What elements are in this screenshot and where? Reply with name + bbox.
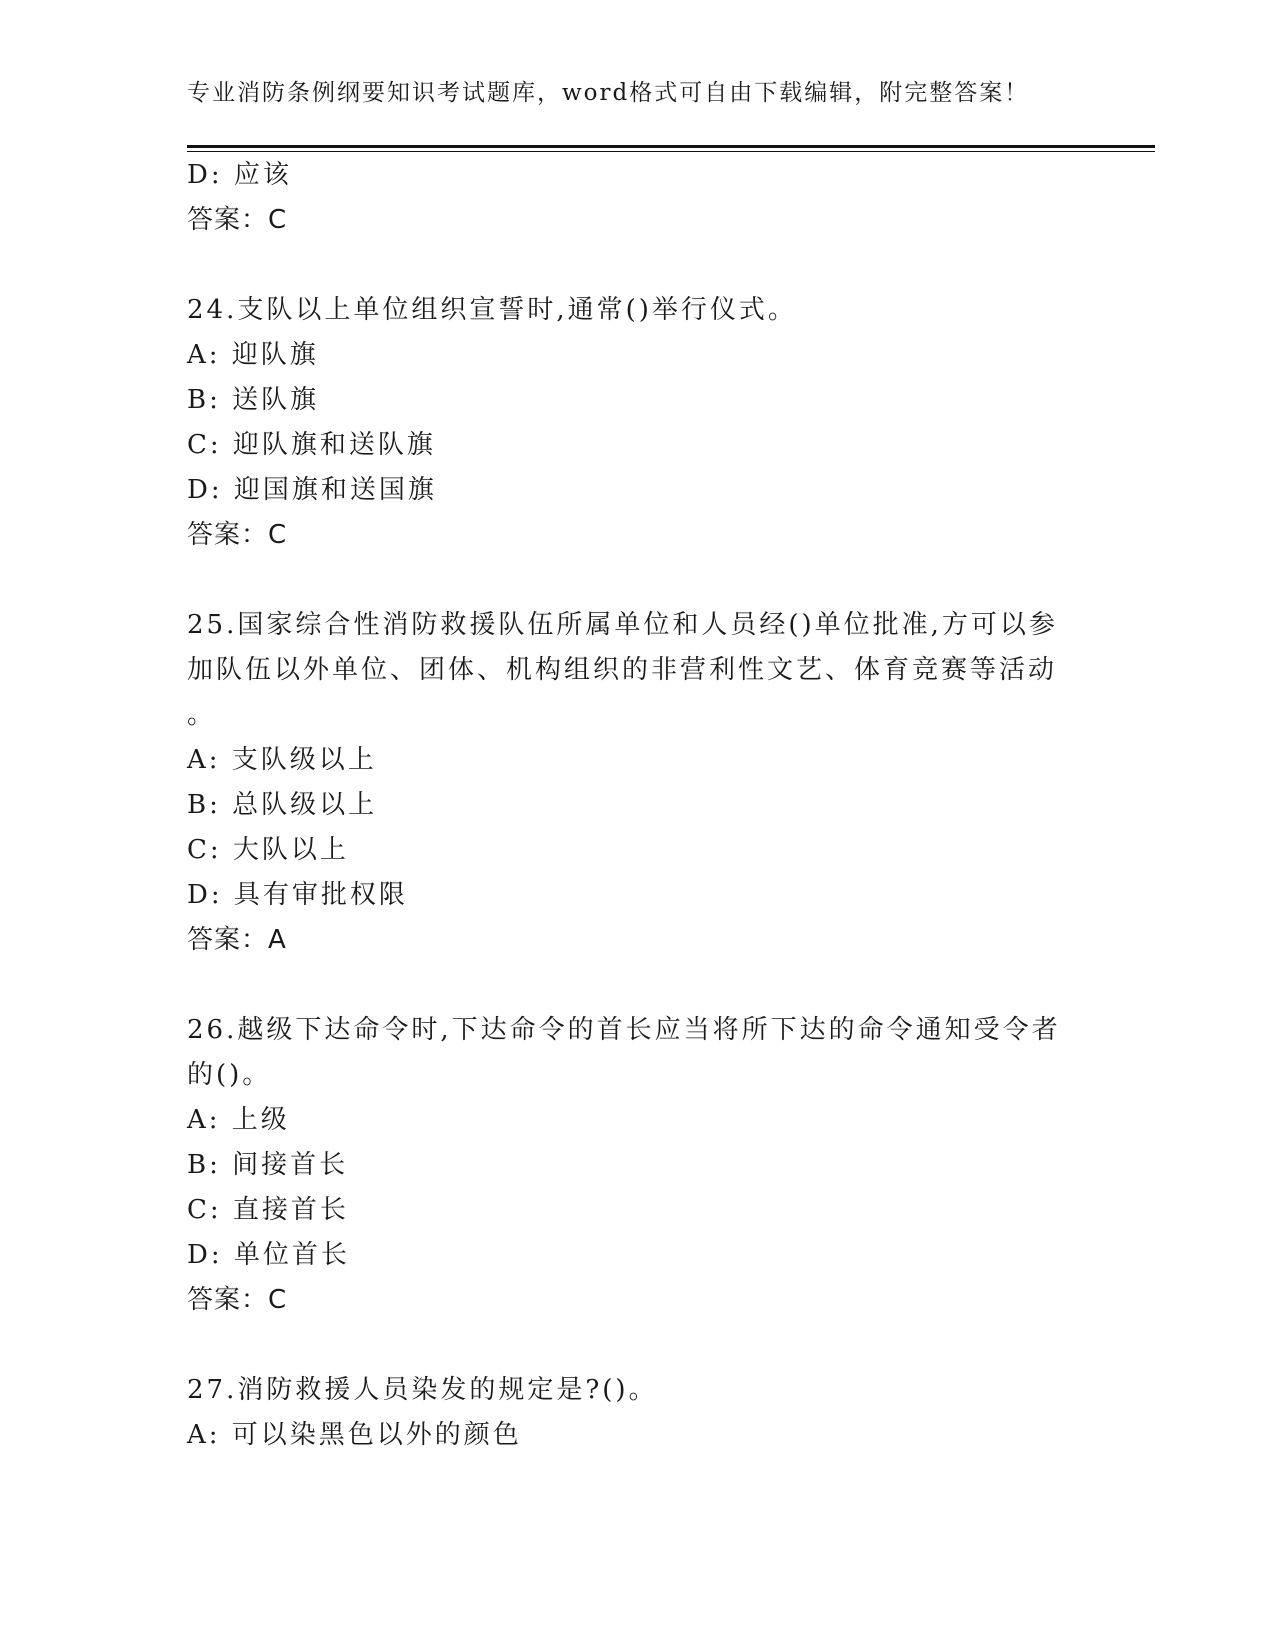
- option-b: B: 总队级以上: [187, 790, 378, 820]
- answer-line: 答案：C: [187, 205, 288, 235]
- option-d: D: 单位首长: [187, 1240, 350, 1270]
- option-a: A: 迎队旗: [187, 340, 319, 370]
- question-26: 26.越级下达命令时,下达命令的首长应当将所下达的命令通知受令者: [187, 1015, 1061, 1045]
- option-a: A: 可以染黑色以外的颜色: [187, 1420, 522, 1450]
- option-b: B: 送队旗: [187, 385, 320, 415]
- page-header-title: 专业消防条例纲要知识考试题库，word格式可自由下载编辑，附完整答案！: [187, 80, 1030, 106]
- question-25: 25.国家综合性消防救援队伍所属单位和人员经()单位批准,方可以参: [187, 610, 1058, 640]
- question-25-continued: 加队伍以外单位、团体、机构组织的非营利性文艺、体育竞赛等活动: [187, 655, 1058, 685]
- question-27: 27.消防救援人员染发的规定是?()。: [187, 1375, 658, 1405]
- option-d: D: 应该: [187, 160, 292, 190]
- option-b: B: 间接首长: [187, 1150, 349, 1180]
- answer-line: 答案：C: [187, 520, 288, 550]
- option-c: C: 大队以上: [187, 835, 349, 865]
- option-c: C: 迎队旗和送队旗: [187, 430, 436, 460]
- answer-line: 答案：C: [187, 1285, 288, 1315]
- option-d: D: 具有审批权限: [187, 880, 408, 910]
- answer-line: 答案：A: [187, 925, 287, 955]
- header-divider-thick: [187, 145, 1155, 148]
- option-c: C: 直接首长: [187, 1195, 349, 1225]
- question-26-continued: 的()。: [187, 1060, 272, 1090]
- question-25-end: 。: [187, 700, 217, 730]
- header-divider-thin: [187, 151, 1155, 152]
- option-d: D: 迎国旗和送国旗: [187, 475, 437, 505]
- option-a: A: 支队级以上: [187, 745, 377, 775]
- option-a: A: 上级: [187, 1105, 290, 1135]
- question-24: 24.支队以上单位组织宣誓时,通常()举行仪式。: [187, 295, 797, 325]
